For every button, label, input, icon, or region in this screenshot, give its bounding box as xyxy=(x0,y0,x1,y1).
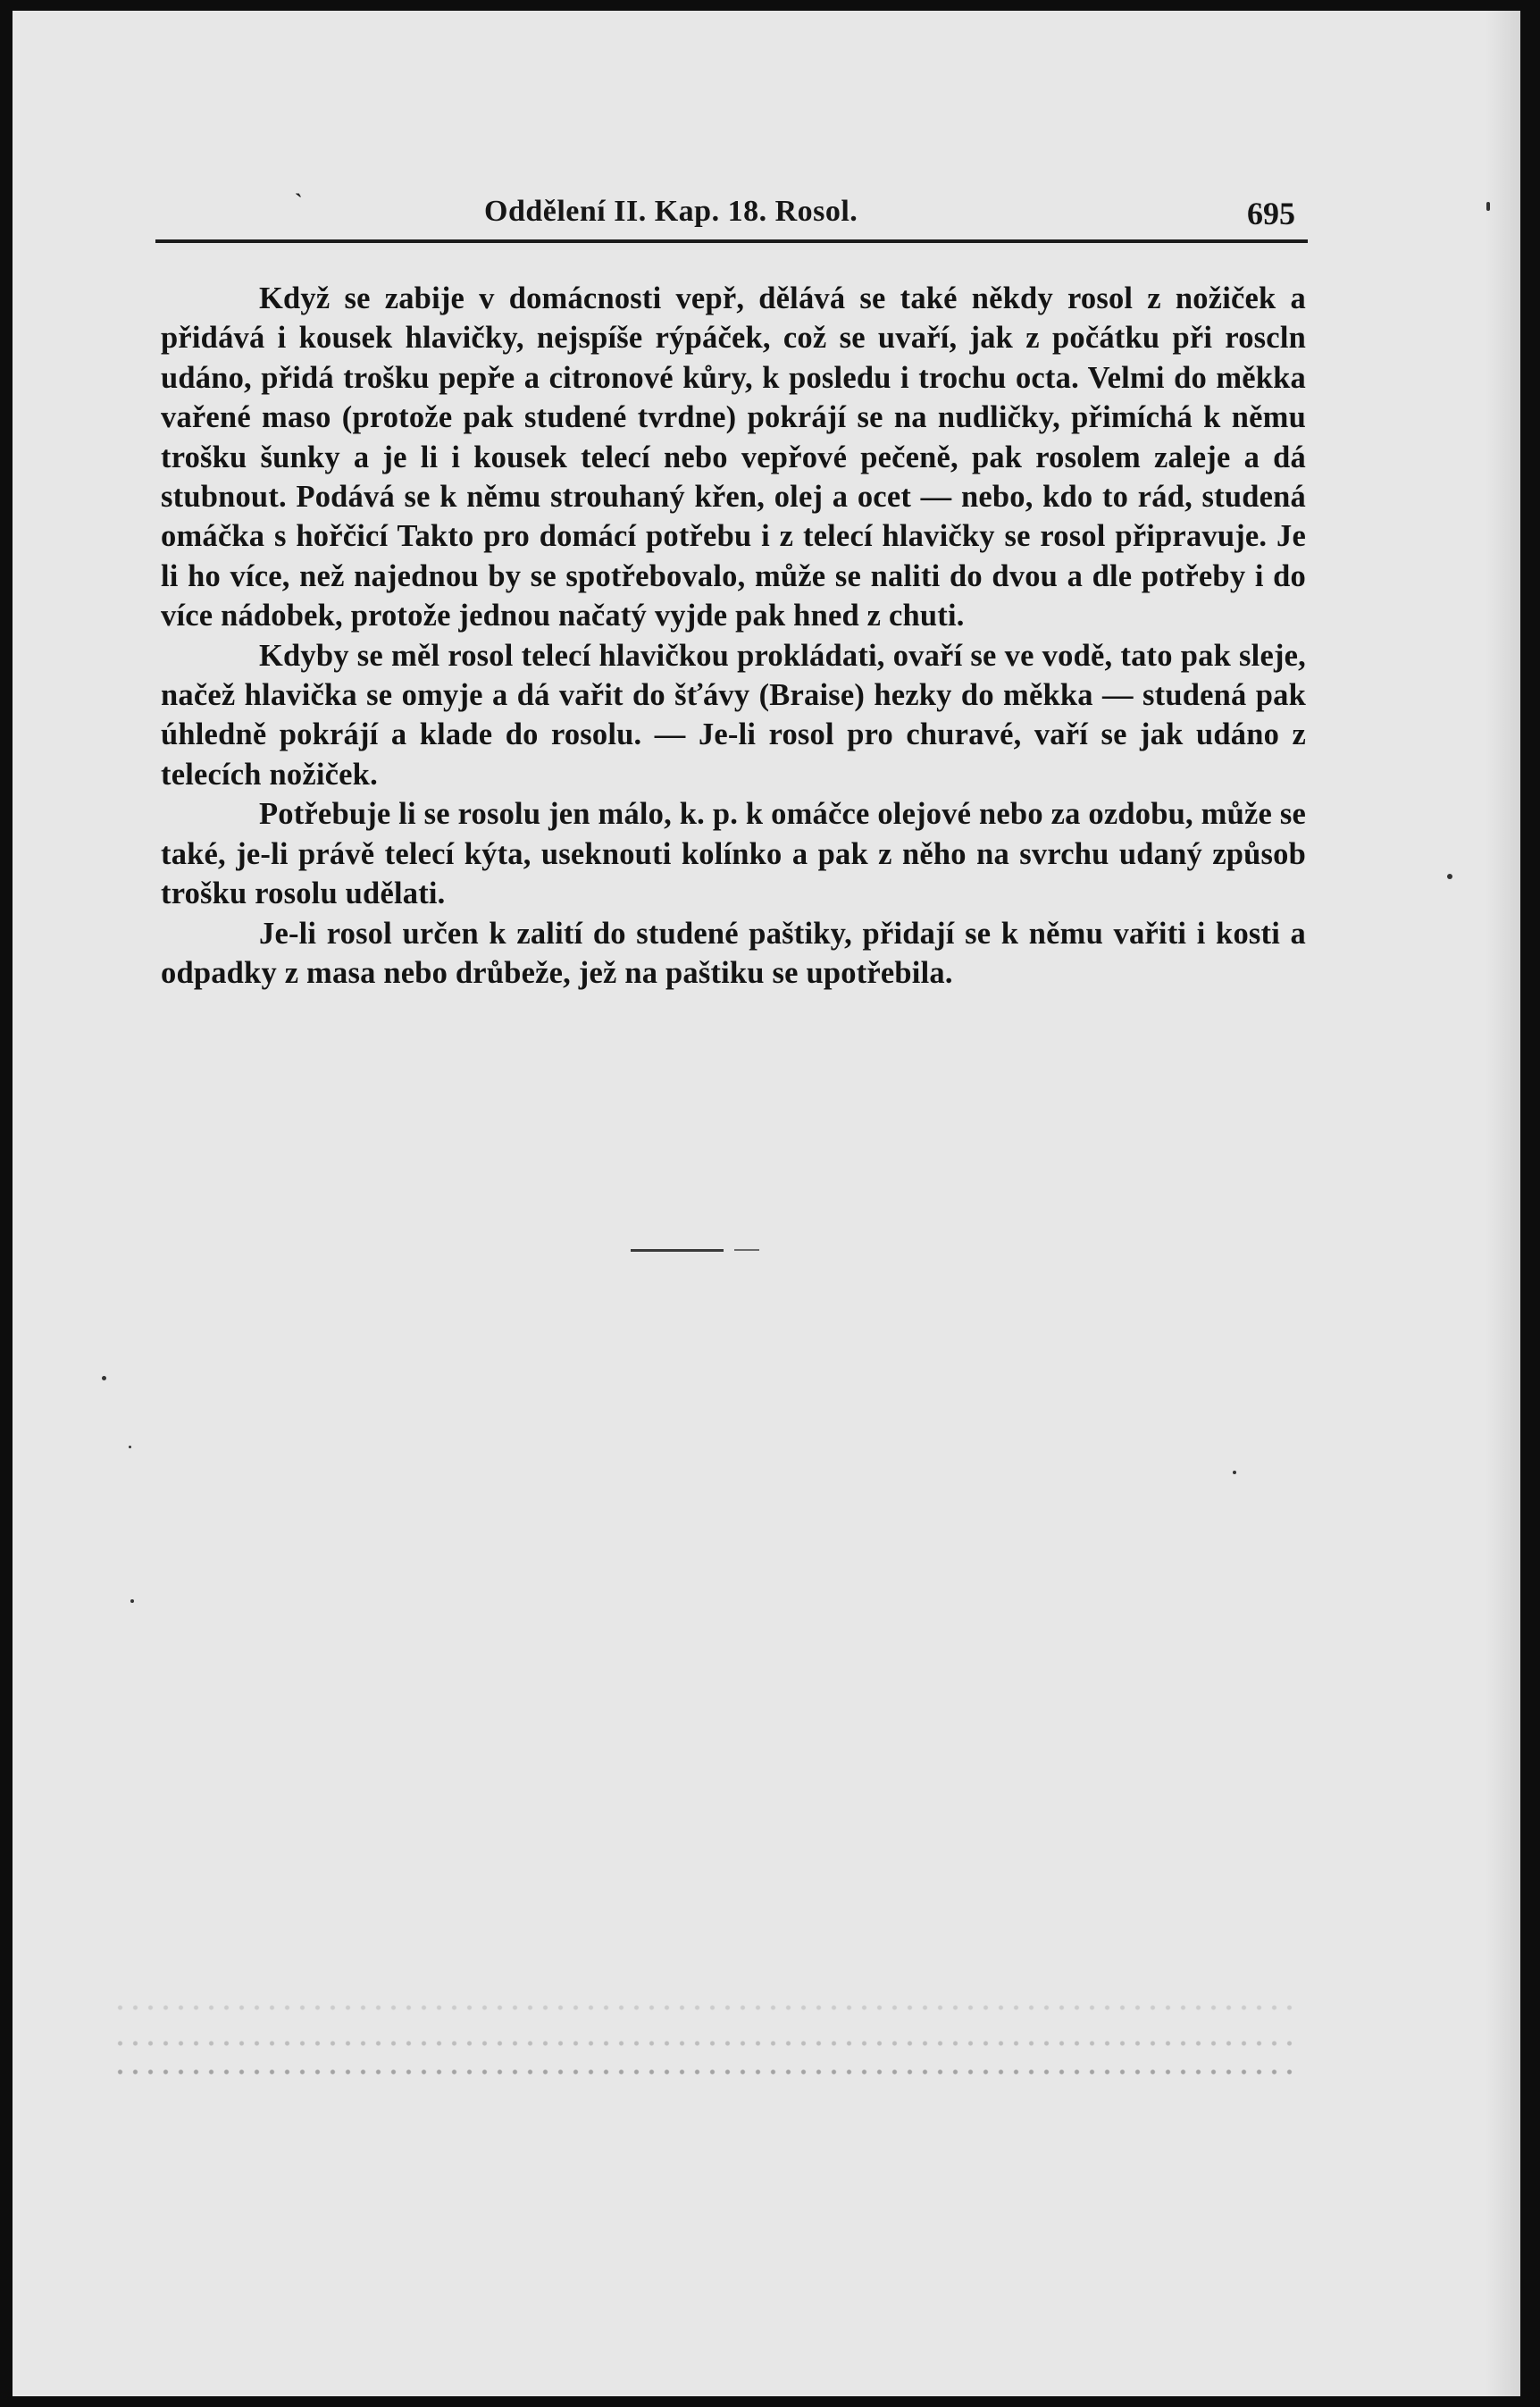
body-text xyxy=(161,279,1306,993)
header-speck-mark: ˋ xyxy=(295,189,303,215)
paragraph: Potřebuje li se rosolu jen málo, k. p. k omáčce olejové nebo za ozdobu, může se také, je-li právě telecí kýta, useknouti kolínko a pak z něho na svrchu udaný způsob trošku rosolu udělati. xyxy=(161,797,1306,911)
running-title: Oddělení II. Kap. 18. Rosol. xyxy=(484,195,858,228)
bleed-through-noise xyxy=(113,2032,1301,2055)
page-header xyxy=(155,182,1308,243)
page-number: 695 xyxy=(1247,196,1295,231)
print-speck xyxy=(1233,1471,1236,1474)
bleed-through-noise xyxy=(113,2060,1301,2084)
print-speck xyxy=(1486,202,1490,211)
print-speck xyxy=(1447,874,1452,879)
paragraph: Když se zabije v domácnosti vepř, dělává se také někdy rosol z nožiček a přidává i kousek hlavičky, nejspíše rýpáček, což se uvaří, jak z počátku při roscln udáno, přidá trošku pepře a citronové kůry, k posledu i trochu octa. Velmi do měkka vařené maso (protože pak studené tvrdne) pokrájí se na nudličky, přimíchá k němu trošku šunky a je li i kousek telecí nebo vepřové pečeně, pak rosolem zaleje a dá stubnout. Podává se k němu strouhaný křen, olej a ocet — nebo, kdo to rád, studená omáčka s hořčicí Takto pro domácí potřebu i z telecí hlavičky se rosol připravuje. Je li ho více, než najednou by se spotřebovalo, může se naliti do dvou a dle potřeby i do více nádobek, protože jednou načatý vyjde pak hned z chuti. xyxy=(161,281,1306,633)
book-page xyxy=(13,11,1520,2396)
print-speck xyxy=(130,1599,134,1603)
print-speck xyxy=(102,1376,106,1380)
section-separator-dash xyxy=(734,1249,759,1251)
print-speck xyxy=(129,1446,131,1448)
paragraph: Kdyby se měl rosol telecí hlavičkou prokládati, ovaří se ve vodě, tato pak sleje, načež hlavička se omyje a dá vařit do šťávy (Braise) hezky do měkka — studená pak úhledně pokrájí a klade do rosolu. — Je-li rosol pro churavé, vaří se jak udáno z telecích nožiček. xyxy=(161,638,1306,792)
paragraph: Je-li rosol určen k zalití do studené paštiky, přidají se k němu vařiti i kosti a odpadky z masa nebo drůbeže, jež na paštiku se upotřebila. xyxy=(161,916,1306,990)
bleed-through-noise xyxy=(113,1996,1301,2019)
section-separator-line xyxy=(631,1249,724,1252)
page-edge-shadow xyxy=(1485,11,1520,2396)
